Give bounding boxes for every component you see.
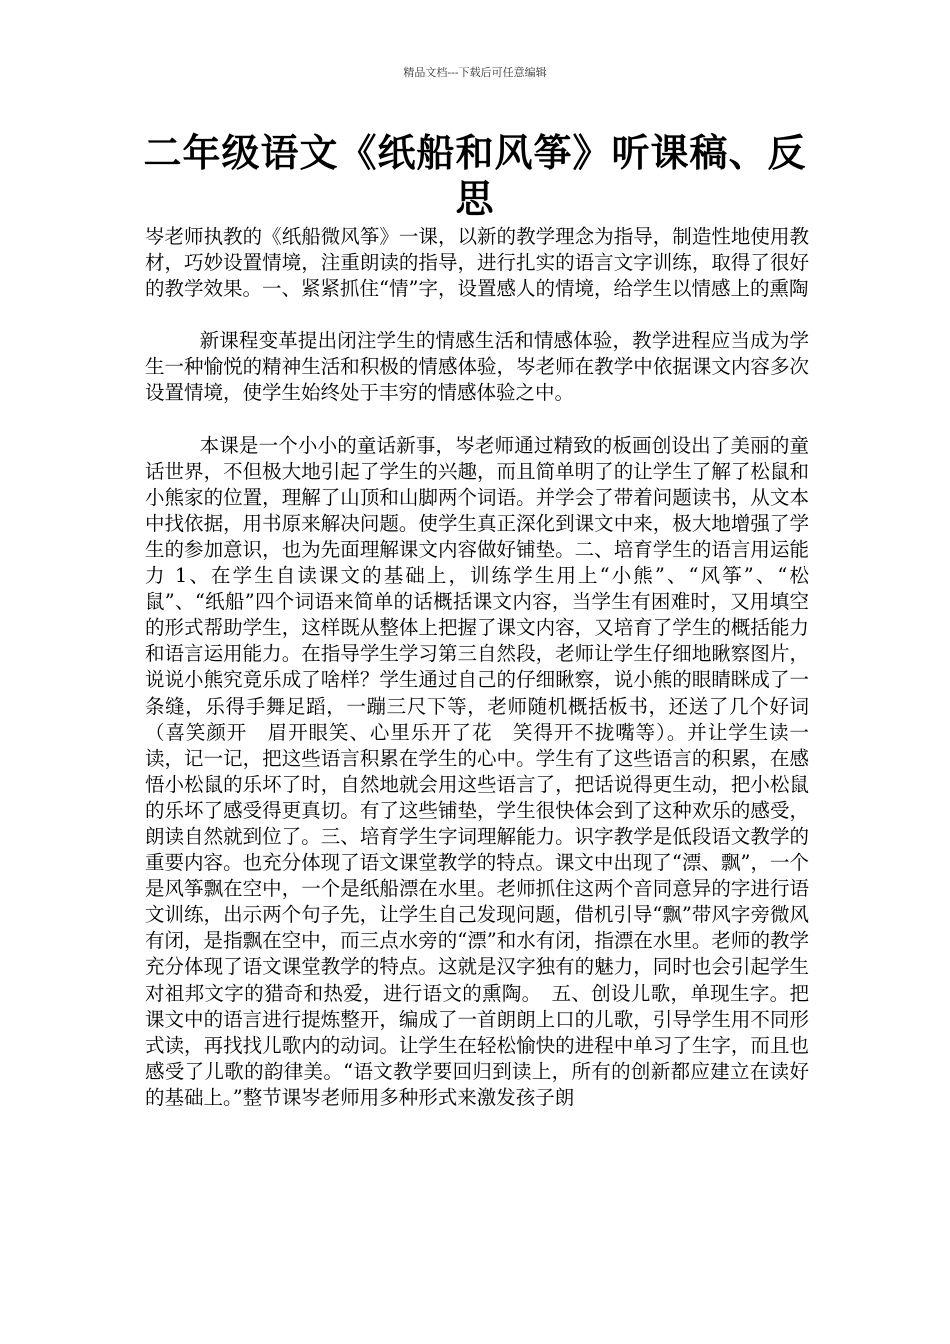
paragraph-intro: 岑老师执教的《纸船微风筝》一课，以新的教学理念为指导，制造性地使用教材，巧妙设置情境，注重朗读的指导，进行扎实的语言文字训练，取得了很好的教学效果。一、紧紧抓住“情”字，设置感人的情境，给学生以情感上的熏陶: [145, 225, 809, 301]
document-body: [145, 224, 809, 1111]
paragraph-emotion: 新课程变革提出闭注学生的情感生活和情感体验，教学进程应当成为学生一种愉悦的精神生活和积极的情感体验，岑老师在教学中依据课文内容多次设置情境，使学生始终处于丰穷的情感体验之中。: [145, 329, 809, 405]
document-title: 二年级语文《纸船和风筝》听课稿、反思: [143, 130, 807, 221]
document-header-note: 精品文档---下载后可任意编辑: [403, 66, 547, 79]
paragraph-lesson-details: 本课是一个小小的童话新事，岑老师通过精致的板画创设出了美丽的童话世界，不但极大地引起了学生的兴趣，而且简单明了的让学生了解了松鼠和小熊家的位置，理解了山顶和山脚两个词语。并学会了带着问题读书，从文本中找依据，用书原来解决问题。使学生真正深化到课文中来，极大地增强了学生的参加意识，也为先面理解课文内容做好铺垫。二、培育学生的语言用运能力 1、在学生自读课文的基础上，训练学生用上“小熊”、“风筝”、“松鼠”、“纸船”四个词语来简单的话概括课文内容，当学生有困难时，又用填空的形式帮助学生，这样既从整体上把握了课文内容，又培育了学生的概括能力和语言运用能力。在指导学生学习第三自然段，老师让学生仔细地瞅察图片，说说小熊究竟乐成了啥样？学生通过自己的仔细瞅察，说小熊的眼睛眯成了一条缝，乐得手舞足蹈，一蹦三尺下等，老师随机概括板书，还送了几个好词（喜笑颜开 眉开眼笑、心里乐开了花 笑得开不拢嘴等）。并让学生读一读，记一记，把这些语言积累在学生的心中。学生有了这些语言的积累，在感悟小松鼠的乐坏了时，自然地就会用这些语言了，把话说得更生动，把小松鼠的乐坏了感受得更真切。有了这些铺垫，学生很快体会到了这种欢乐的感受，朗读自然就到位了。三、培育学生字词理解能力。识字教学是低段语文教学的重要内容。也充分体现了语文课堂教学的特点。课文中出现了“漂、飘”，一个是风筝飘在空中，一个是纸船漂在水里。老师抓住这两个音同意异的字进行语文训练，出示两个句子先，让学生自己发现问题，借机引导“飘”带风字旁微风有闭，是指飘在空中，而三点水旁的“漂”和水有闭，指漂在水里。老师的教学充分体现了语文课堂教学的特点。这就是汉字独有的魅力，同时也会引起学生对祖邦文字的猎奇和热爱，进行语文的熏陶。 五、创设儿歌，单现生字。把课文中的语言进行提炼整开，编成了一首朗朗上口的儿歌，引导学生用不同形式读，再找找儿歌内的动词。让学生在轻松愉快的进程中单习了生字，而且也感受了儿歌的韵律美。“语文教学要回归到读上，所有的创新都应建立在读好的基础上。”整节课岑老师用多种形式来激发孩子朗: [145, 433, 809, 1109]
